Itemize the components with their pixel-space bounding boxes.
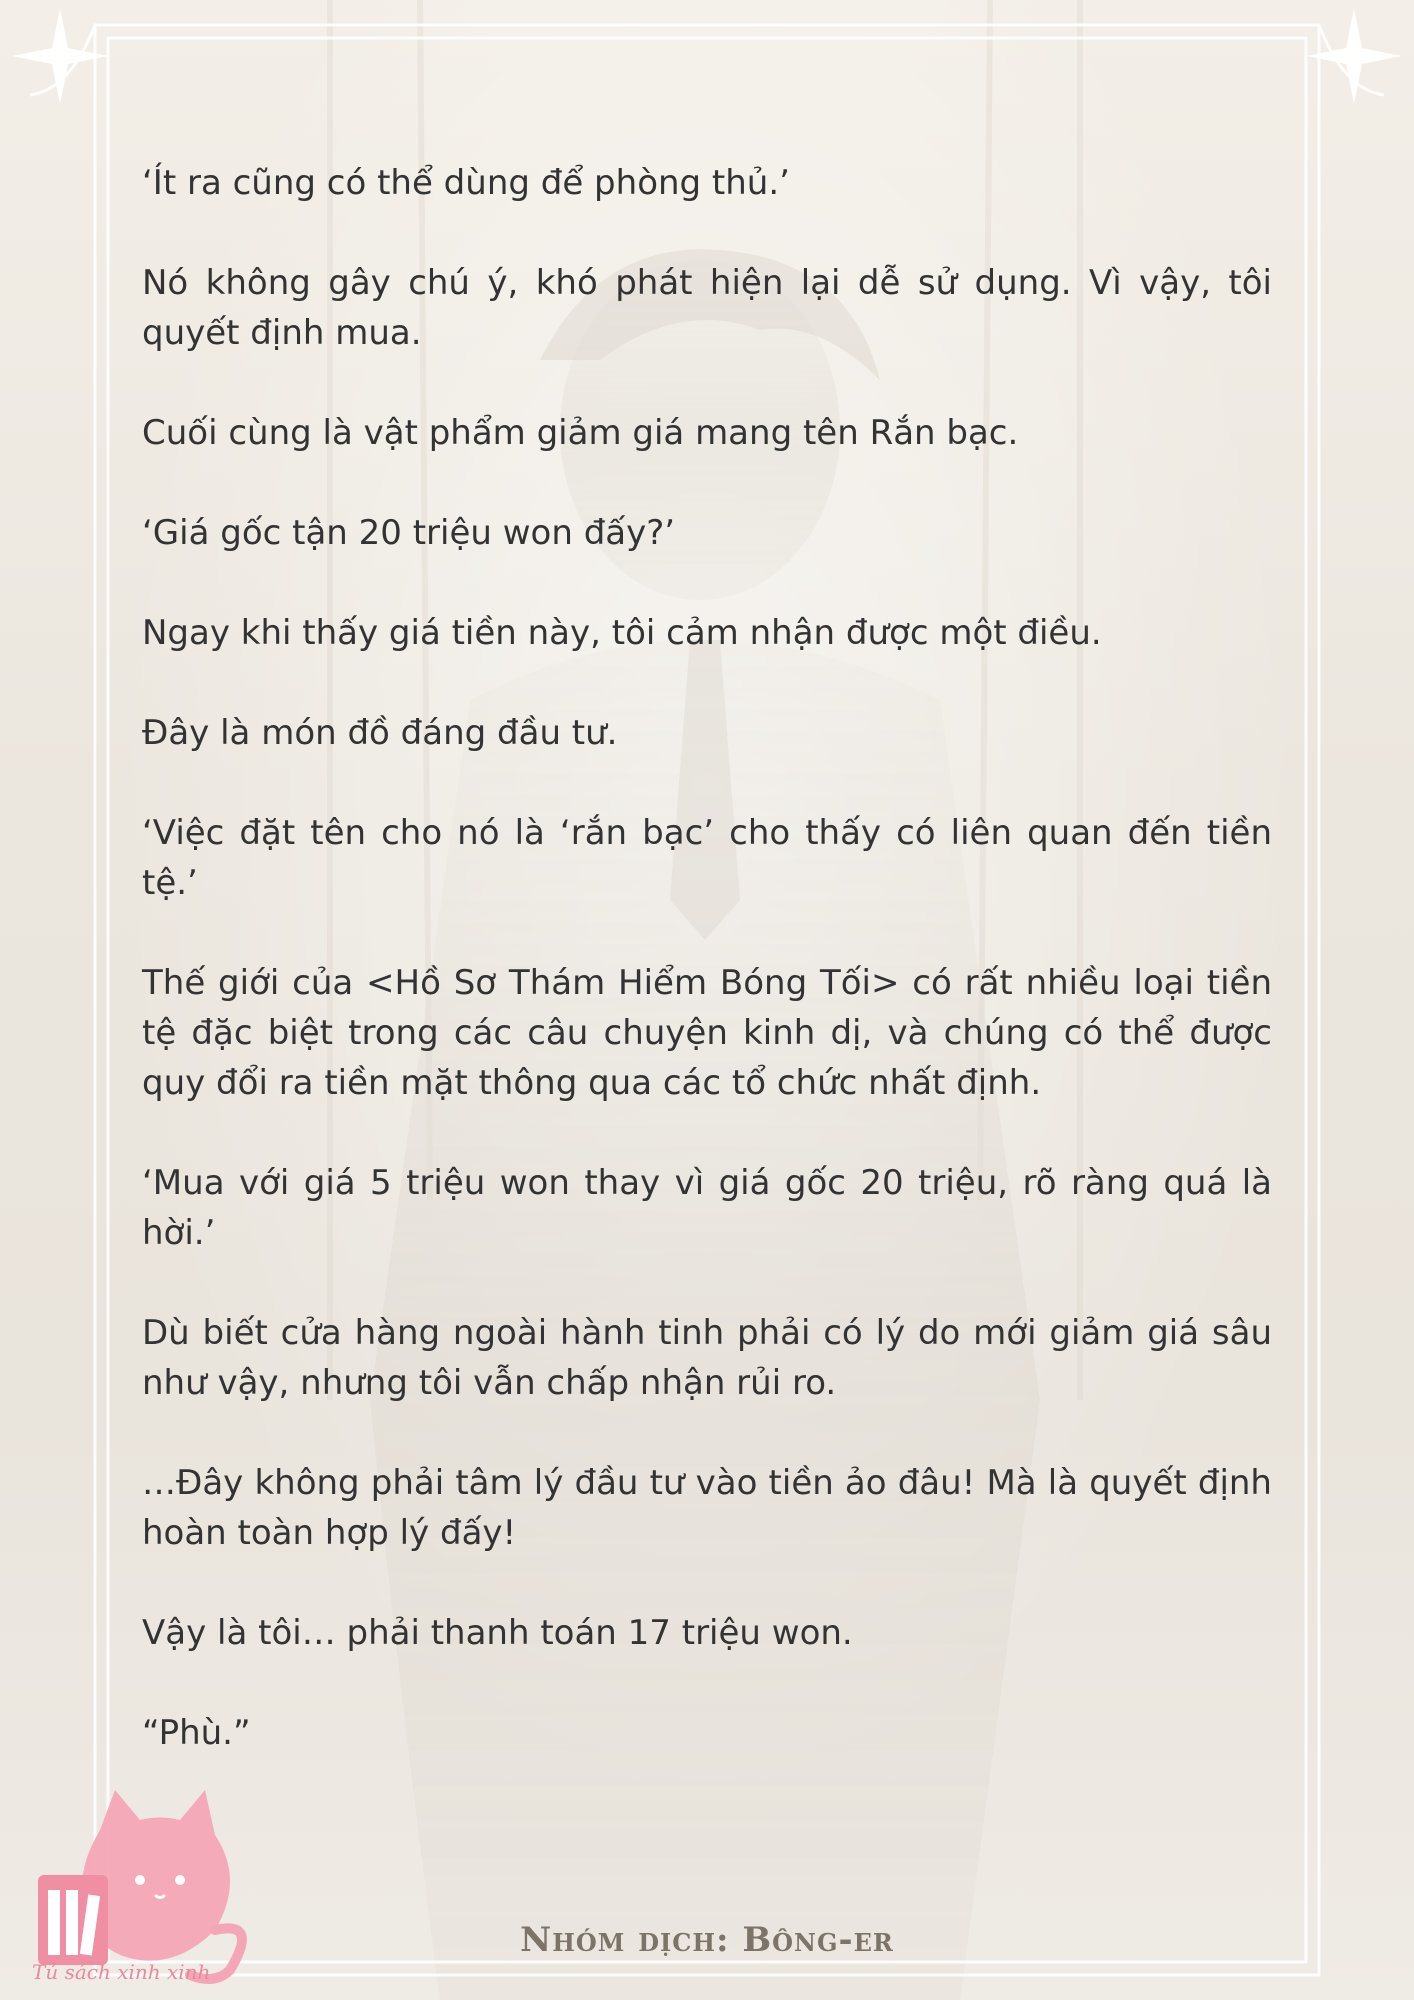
paragraph: “Phù.” [142,1713,251,1753]
paragraph: Vậy là tôi… phải thanh toán 17 triệu won. [142,1613,853,1653]
paragraph: Cuối cùng là vật phẩm giảm giá mang tên Rắn bạc. [142,413,1019,453]
paragraph: Nó không gây chú ý, khó phát hiện lại dễ sử dụng. Vì vậy, tôi quyết định mua. [142,263,1272,353]
paragraph: …Đây không phải tâm lý đầu tư vào tiền ảo đâu! Mà là quyết định hoàn toàn hợp lý đấy! [142,1463,1272,1553]
paragraph: ‘Ít ra cũng có thể dùng để phòng thủ.’ [142,163,790,203]
paragraph: ‘Giá gốc tận 20 triệu won đấy?’ [142,513,676,553]
story-text [142,158,1272,1808]
paragraph: Ngay khi thấy giá tiền này, tôi cảm nhận được một điều. [142,613,1102,653]
paragraph: Dù biết cửa hàng ngoài hành tinh phải có lý do mới giảm giá sâu như vậy, nhưng tôi vẫn chấp nhận rủi ro. [142,1313,1272,1403]
paragraph: Đây là món đồ đáng đầu tư. [142,713,618,753]
paragraph: ‘Mua với giá 5 triệu won thay vì giá gốc 20 triệu, rõ ràng quá là hời.’ [142,1163,1272,1253]
translator-credit: Nhóm dịch: Bông-er [520,1920,894,1960]
logo-caption: Tủ sách xinh xinh [32,1960,211,1984]
paragraph: ‘Việc đặt tên cho nó là ‘rắn bạc’ cho thấy có liên quan đến tiền tệ.’ [142,813,1272,903]
paragraph: Thế giới của <Hồ Sơ Thám Hiểm Bóng Tối> có rất nhiều loại tiền tệ đặc biệt trong các câu chuyện kinh dị, và chúng có thể được quy đổi ra tiền mặt thông qua các tổ chức nhất định. [142,963,1272,1103]
